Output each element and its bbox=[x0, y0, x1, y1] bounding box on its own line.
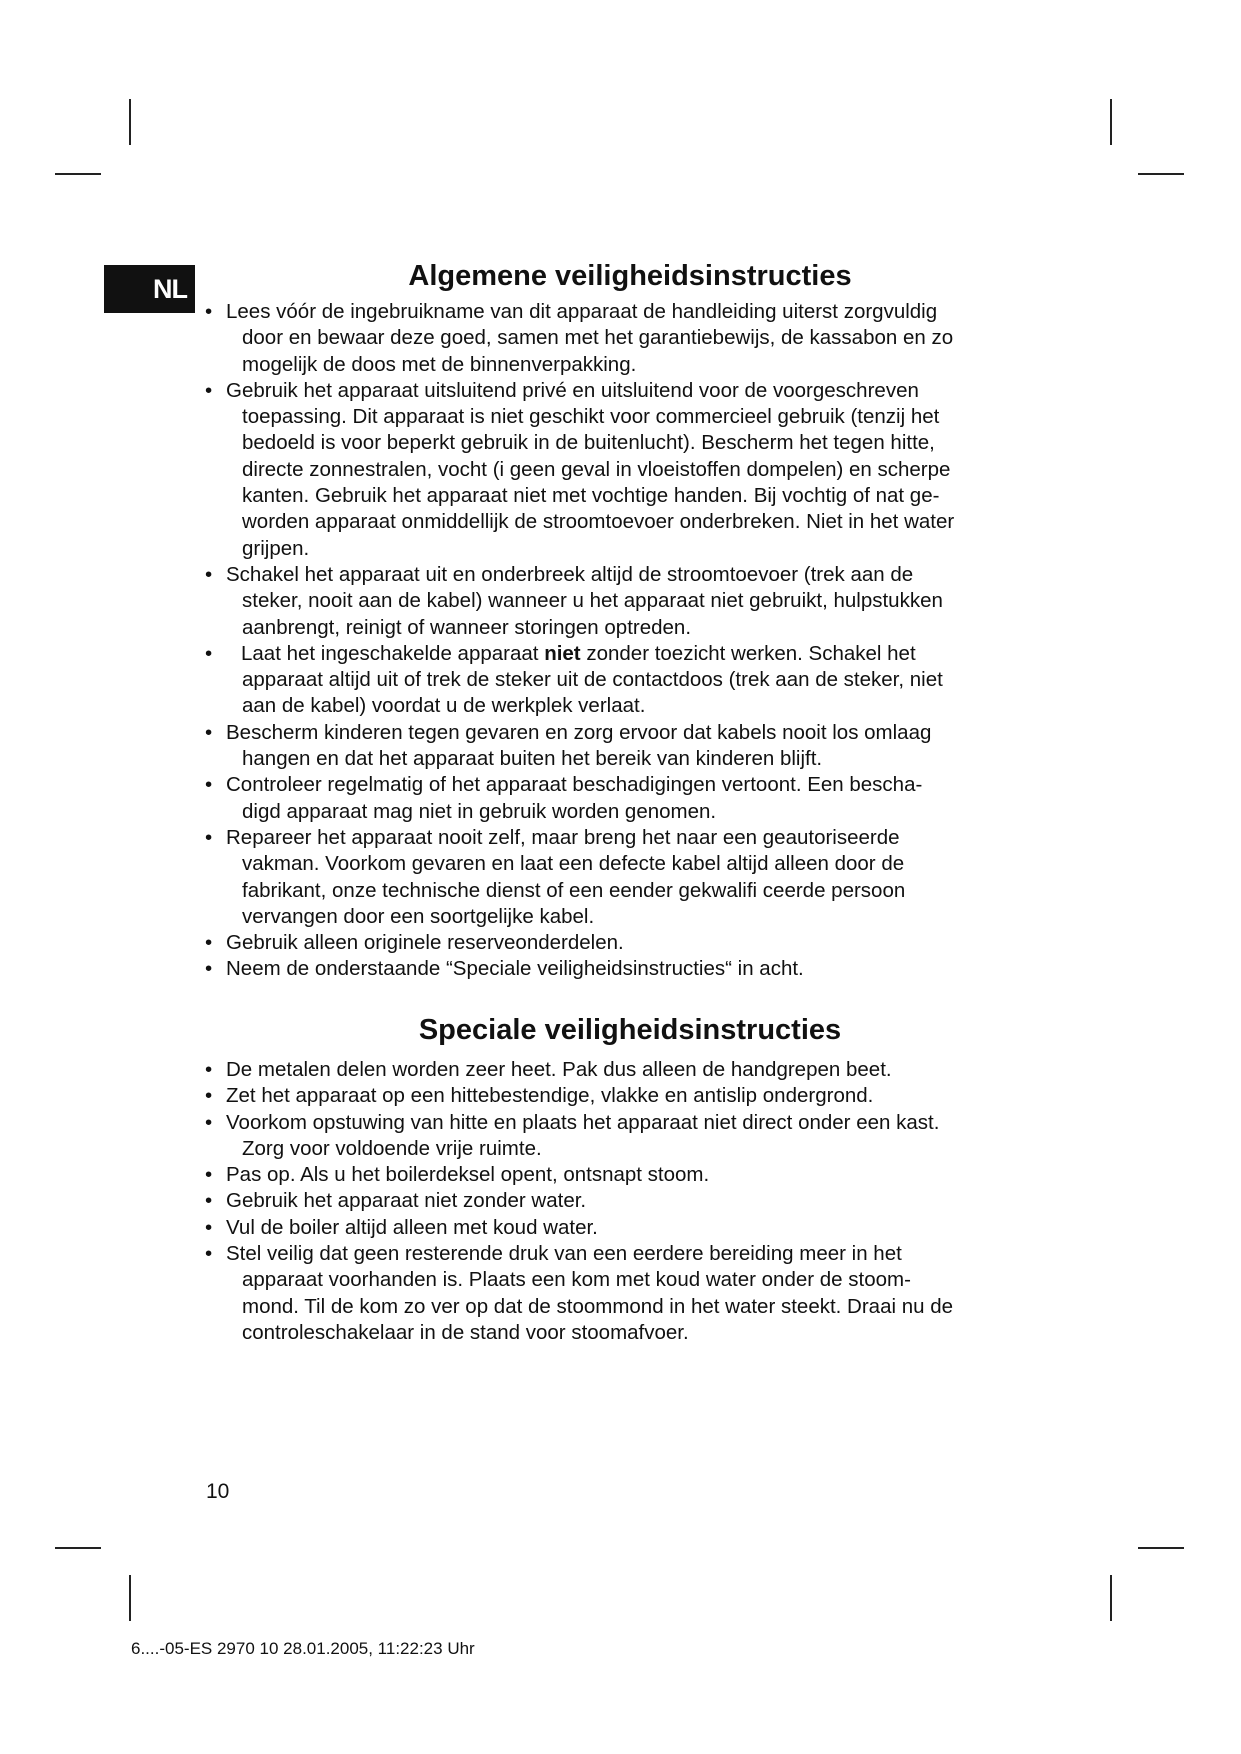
crop-mark-bottom-left-horizontal bbox=[55, 1547, 101, 1549]
item-line: toepassing. Dit apparaat is niet geschikt voor commercieel gebruik (tenzij het bbox=[242, 405, 940, 429]
list-item bbox=[205, 825, 1055, 930]
section-special-safety bbox=[205, 1012, 1055, 1346]
item-line: • Gebruik alleen originele reserveonderdelen. bbox=[226, 931, 624, 955]
item-line: steker, nooit aan de kabel) wanneer u het apparaat niet gebruikt, hulpstukken bbox=[242, 589, 943, 613]
list-item bbox=[205, 956, 1055, 982]
list-item bbox=[205, 1083, 1055, 1109]
item-line: • Bescherm kinderen tegen gevaren en zorg ervoor dat kabels nooit los omlaag bbox=[226, 720, 932, 744]
item-line: • Lees vóór de ingebruikname van dit apparaat de handleiding uiterst zorgvuldig bbox=[226, 300, 938, 323]
item-line: • Gebruik het apparaat niet zonder water. bbox=[226, 1189, 587, 1213]
item-line: vakman. Voorkom gevaren en laat een defecte kabel altijd alleen door de bbox=[242, 852, 905, 876]
item-line: bedoeld is voor beperkt gebruik in de buitenlucht). Bescherm het tegen hitte, bbox=[242, 431, 935, 455]
item-line: fabrikant, onze technische dienst of een eender gekwalifi ceerde persoon bbox=[242, 878, 906, 902]
special-safety-list bbox=[205, 1057, 1055, 1346]
item-line: directe zonnestralen, vocht (i geen geval in vloeistoffen dompelen) en scherpe bbox=[242, 457, 951, 481]
item-line: hangen en dat het apparaat buiten het bereik van kinderen blijft. bbox=[242, 747, 823, 771]
list-item bbox=[205, 562, 1055, 641]
item-line: • Controleer regelmatig of het apparaat beschadigingen vertoont. Een bescha- bbox=[226, 773, 923, 797]
item-line: grijpen. bbox=[242, 536, 310, 560]
item-line: apparaat altijd uit of trek de steker uit de contactdoos (trek aan de steker, niet bbox=[242, 668, 943, 692]
lead-text-after: zonder toezicht werken. Schakel het bbox=[580, 641, 916, 665]
item-line: • Repareer het apparaat nooit zelf, maar breng het naar een geautoriseerde bbox=[226, 825, 900, 849]
item-line: • Vul de boiler altijd alleen met koud water. bbox=[226, 1215, 598, 1239]
crop-mark-top-left-horizontal bbox=[55, 173, 101, 175]
list-item bbox=[205, 299, 1055, 378]
list-item bbox=[205, 641, 1055, 720]
section-special-safety-title: Speciale veiligheidsinstructies bbox=[418, 1014, 842, 1046]
item-line: • Gebruik het apparaat uitsluitend privé en uitsluitend voor de voorgeschreven bbox=[226, 378, 919, 402]
print-footer-meta: 6....-05-ES 2970 10 28.01.2005, 11:22:23 Uhr bbox=[131, 1639, 475, 1658]
item-line: aanbrengt, reinigt of wanneer storingen optreden. bbox=[242, 615, 692, 639]
list-item bbox=[205, 1215, 1055, 1241]
crop-mark-top-right-horizontal bbox=[1138, 173, 1184, 175]
item-line: • Voorkom opstuwing van hitte en plaats het apparaat niet direct onder een kast. bbox=[226, 1110, 940, 1134]
crop-mark-bottom-right-vertical bbox=[1110, 1575, 1112, 1621]
language-tab: NL bbox=[104, 265, 195, 313]
list-item bbox=[205, 720, 1055, 773]
item-line: worden apparaat onmiddellijk de stroomtoevoer onderbreken. Niet in het water bbox=[242, 510, 955, 534]
list-item bbox=[205, 930, 1055, 956]
item-line: door en bewaar deze goed, samen met het garantiebewijs, de kassabon en zo bbox=[242, 326, 954, 350]
page-number: 10 bbox=[206, 1480, 230, 1503]
item-line: • Neem de onderstaande “Speciale veiligheidsinstructies“ in acht. bbox=[226, 957, 804, 981]
item-line: apparaat voorhanden is. Plaats een kom met koud water onder de stoom- bbox=[242, 1268, 911, 1292]
general-safety-list bbox=[205, 299, 1055, 983]
item-line: • Zet het apparaat op een hittebestendige, vlakke en antislip ondergrond. bbox=[226, 1084, 874, 1108]
crop-mark-bottom-right-horizontal bbox=[1138, 1547, 1184, 1549]
lead-bold-text: niet bbox=[544, 641, 581, 665]
crop-mark-top-right-vertical bbox=[1110, 99, 1112, 145]
crop-mark-bottom-left-vertical bbox=[129, 1575, 131, 1621]
lead-text: Laat het ingeschakelde apparaat bbox=[241, 641, 545, 665]
item-line: • Pas op. Als u het boilerdeksel opent, ontsnapt stoom. bbox=[226, 1163, 710, 1187]
item-line: digd apparaat mag niet in gebruik worden genomen. bbox=[242, 799, 717, 823]
item-line: kanten. Gebruik het apparaat niet met vochtige handen. Bij vochtig of nat ge- bbox=[242, 484, 940, 508]
item-line: mogelijk de doos met de binnenverpakking. bbox=[242, 352, 637, 376]
list-item bbox=[205, 1241, 1055, 1346]
item-line: mond. Til de kom zo ver op dat de stoommond in het water steekt. Draai nu de bbox=[242, 1294, 954, 1318]
list-item bbox=[205, 1057, 1055, 1083]
section-general-safety-title: Algemene veiligheidsinstructies bbox=[408, 260, 852, 292]
list-item bbox=[205, 1162, 1055, 1188]
list-item bbox=[205, 1110, 1055, 1163]
item-line bbox=[226, 641, 1055, 667]
list-item bbox=[205, 1188, 1055, 1214]
crop-mark-top-left-vertical bbox=[129, 99, 131, 145]
item-line: aan de kabel) voordat u de werkplek verlaat. bbox=[242, 694, 646, 718]
list-item bbox=[205, 378, 1055, 562]
list-item bbox=[205, 772, 1055, 825]
item-line: Zorg voor voldoende vrije ruimte. bbox=[242, 1136, 542, 1160]
item-line: • De metalen delen worden zeer heet. Pak dus alleen de handgrepen beet. bbox=[226, 1058, 892, 1081]
item-line: • Schakel het apparaat uit en onderbreek altijd de stroomtoevoer (trek aan de bbox=[226, 562, 914, 586]
item-line: • Stel veilig dat geen resterende druk van een eerdere bereiding meer in het bbox=[226, 1242, 902, 1266]
item-line: controleschakelaar in de stand voor stoomafvoer. bbox=[242, 1320, 689, 1344]
section-general-safety bbox=[205, 258, 1055, 983]
item-line: vervangen door een soortgelijke kabel. bbox=[242, 904, 595, 928]
